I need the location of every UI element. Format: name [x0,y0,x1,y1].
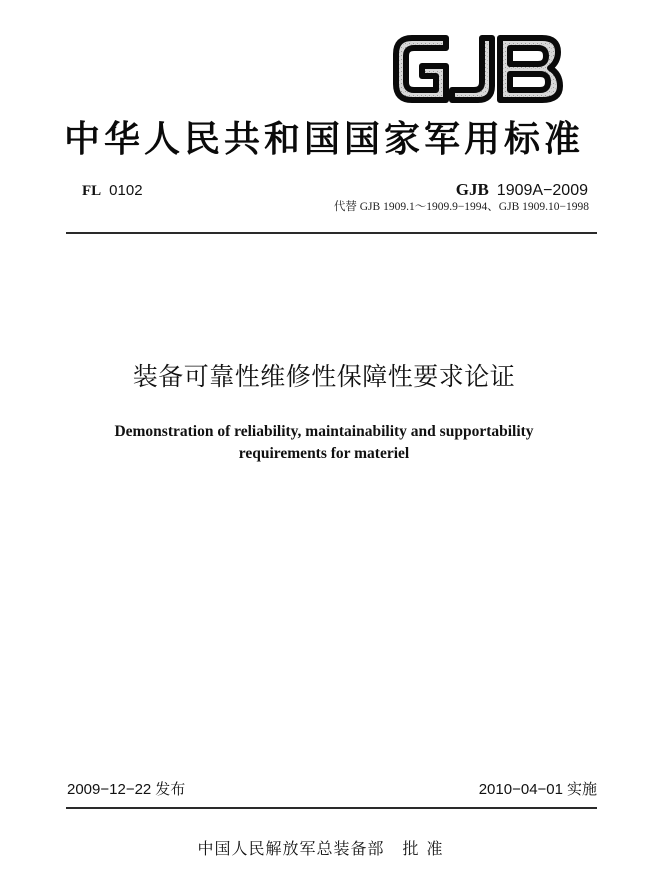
gjb-logo-icon [392,34,564,104]
standard-number [456,180,588,201]
replaces-note: 代替 GJB 1909.1～1909.9−1994、GJB 1909.10−1998 [333,201,589,213]
english-title-line-1: Demonstration of reliability, maintainability and supportability [114,423,534,440]
classification-label: FL [82,183,102,199]
effective-date-value: 2010−04−01 [478,781,563,798]
bottom-divider [66,807,597,809]
english-title-line-2: requirements for materiel [238,445,410,462]
top-divider [66,232,597,234]
approval-line [0,838,648,860]
standard-number-value: 1909A−2009 [496,182,588,199]
document-title-english [0,421,648,465]
document-title-chinese: 装备可靠性维修性保障性要求论证 [132,362,516,391]
approval-action: 批准 [402,839,451,858]
classification-value: 0102 [109,182,143,199]
approval-authority: 中国人民解放军总装备部 [197,839,385,858]
standard-category-title: 中华人民共和国国家军用标准 [63,118,584,160]
standard-prefix: GJB [455,180,489,199]
effective-label: 实施 [566,780,597,798]
publish-date [67,779,185,800]
publish-label: 发布 [155,780,186,798]
effective-date [479,779,597,800]
publish-date-value: 2009−12−22 [67,781,152,798]
classification-code [82,182,143,200]
